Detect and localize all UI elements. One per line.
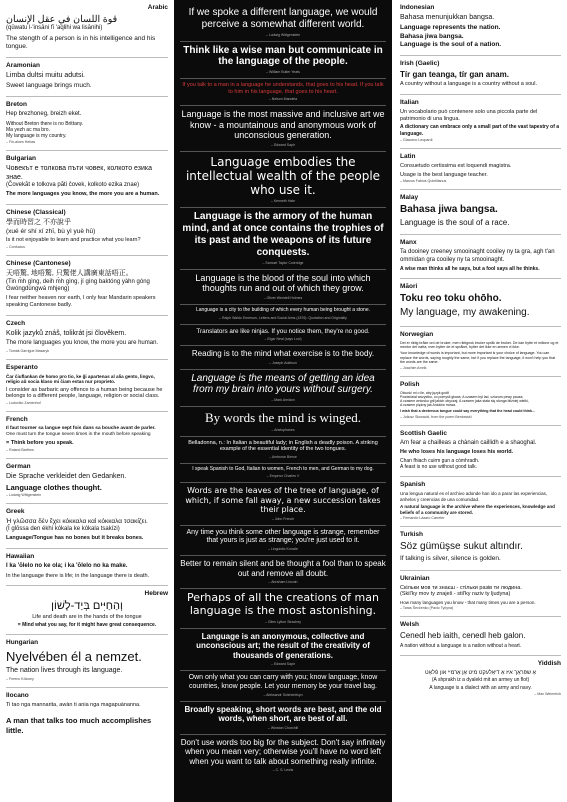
divider: [6, 548, 168, 549]
quote-attribution: – John French: [271, 516, 295, 521]
entry-welsh: [400, 621, 561, 649]
divider: [400, 326, 561, 327]
divider: [6, 458, 168, 459]
language-name: Breton: [6, 101, 27, 109]
language-name: Yiddish: [537, 660, 561, 668]
translation: The stength of a person is in his intelligence and his tongue.: [6, 34, 156, 50]
language-name: Bulgarian: [6, 155, 36, 163]
language-name: Ilocano: [6, 691, 29, 699]
attribution: – Confucius: [6, 245, 25, 250]
translation: I fear neither heaven nor earth, I only fear Mandarin speakers speaking Cantonese badly.: [6, 294, 156, 308]
divider: [400, 189, 561, 190]
native-text: Ti tao nga mannarita, awàn ti ania nga magapuánanna.: [6, 701, 141, 708]
divider: [6, 204, 168, 205]
native-text: Ἡ γλῶσσα δὲν ἔχει κόκκαλα καὶ κόκκαλα τσακίζει.: [6, 518, 148, 526]
entry-italian: [400, 99, 561, 142]
transliteration: (Skil'ky mov ty znaješ - stil'ky raziv ty ljudyna): [400, 591, 511, 598]
native-text: Bahasa jiwa bangsa.: [400, 204, 498, 216]
entry-indonesian: [400, 4, 561, 49]
divider: [6, 503, 168, 504]
translation: Language is the soul of a race.: [400, 218, 510, 228]
quote-attribution: – Samuel Taylor Coleridge: [262, 260, 304, 265]
translation: A man that talks too much accomplishes little.: [6, 716, 152, 735]
transliteration: (Ī glōssa den ékhi kókala ke kókala tsakízi): [6, 526, 120, 533]
quote-text: Own only what you can carry with you; know language, know countries, know people. Let your memory be your travel bag.: [188, 674, 378, 690]
quote-0: [180, 4, 386, 42]
divider: [400, 616, 561, 617]
attribution: – Taras Ševčenko (Pavlo Tyčyna): [400, 606, 454, 611]
quote-20: [180, 702, 386, 735]
transliteration: (Tin m̀h gìng, deih m̀h gìng, jí gìng baktóng yàhn góng Gwóngdùngwá mhjeng): [6, 278, 150, 292]
language-name: Welsh: [400, 621, 420, 629]
left-column: [0, 0, 174, 802]
quote-attribution: – Aristophanes: [271, 427, 295, 432]
native-text: قوة اللسان في عقل الإنسان: [6, 14, 118, 25]
quote-9: [180, 346, 386, 369]
transliteration: (qūwatu l-'insāni fī 'aqlihi wa lisānihi): [6, 25, 103, 32]
language-name: Manx: [400, 239, 417, 247]
translation: Sweet language brings much.: [6, 82, 92, 90]
translation: = Mind what you say, for it might have great consequence.: [17, 622, 157, 629]
quote-18: [180, 629, 386, 671]
translation: A nation without a language is a nation without a heart.: [400, 642, 522, 649]
quote-text: Translators are like ninjas. If you notice them, they're no good.: [196, 327, 370, 335]
quote-7: [180, 305, 386, 325]
translation: In the language there is life; in the language there is death.: [6, 572, 150, 579]
quote-10: [180, 370, 386, 408]
attribution: – Marcus Fabius Quintilianus: [400, 179, 447, 184]
quote-attribution: – Abraham Lincoln: [268, 580, 298, 585]
attribution: – Max Weinreich: [534, 692, 561, 697]
translation: Language/Tongue has no bones but it breaks bones.: [6, 535, 144, 542]
translation: A natural language is the archive where the experiences, knowledge and beliefs of a community are stored.: [400, 504, 555, 515]
entry-ilocano: [6, 692, 168, 735]
divider: [6, 634, 168, 635]
attribution: – Fin-aloes Hebas: [6, 140, 36, 145]
language-name: Chinese (Classical): [6, 209, 66, 217]
transliteration: (xué ér shí xí zhī, bù yì yuè hū): [6, 227, 96, 235]
native-text: Am fear a chailleas a chànain caillidh e a shaoghal.: [400, 439, 537, 446]
right-column: [392, 0, 567, 802]
native-text: Un vocabolario può contenere solo una piccola parte del patrimonio di una lingua.: [400, 109, 538, 122]
translation: Without Breton there is no Brittany. Ma yezh ac ma bro. My language is my country.: [6, 120, 84, 140]
language-name: Hungarian: [6, 639, 39, 647]
native-text: Tír gan teanga, tír gan anam.: [400, 69, 509, 79]
language-name: Spanish: [400, 481, 426, 489]
native-text: Скільки мов ти знаєш - стільки разів ти людина.: [400, 584, 522, 591]
attribution: – Juliusz Słowacki, from the poem Beniowski: [400, 414, 472, 419]
quote-attribution: – Emperor Charles V: [266, 474, 300, 479]
quote-13: [180, 464, 386, 484]
quote-attribution: – Giles Lytton Strachey: [264, 620, 302, 625]
translation: Is it not enjoyable to learn and practice what you learn?: [6, 237, 141, 244]
entry-maori: [400, 283, 561, 320]
quote-19: [180, 671, 386, 702]
divider: [400, 425, 561, 426]
entry-manx: [400, 239, 561, 272]
divider: [6, 96, 168, 97]
divider: [6, 255, 168, 256]
attribution: – Ludwig Wittgenstein: [6, 493, 42, 498]
transliteration: (A shprakh iz a dyalekt mit an armey un flot): [431, 676, 530, 683]
entry-turkish: [400, 531, 561, 563]
entry-chinese-classical: [6, 209, 168, 249]
translation: A dictionary can embrace only a small part of the vast tapestry of a language.: [400, 124, 560, 137]
attribution: – Roland Barthes: [6, 447, 34, 452]
quote-text: Language is an anonymous, collective and unconscious art; the result of the creativity of thousands of generations.: [196, 632, 370, 660]
divider: [400, 278, 561, 279]
quote-12: [180, 437, 386, 464]
quote-21: [180, 735, 386, 776]
entry-czech: [6, 320, 168, 353]
quote-attribution: – Aleksandr Solzhenitsyn: [263, 692, 303, 697]
language-name: Arabic: [147, 4, 168, 11]
quote-attribution: – Nelson Mandela: [268, 97, 298, 102]
divider: [400, 476, 561, 477]
native-text: אַ שפּראַך איז אַ דיאַלעקט מיט אַן אַרמיי און פֿלאָט: [425, 670, 536, 677]
native-text: Die Sprache verkleidet den Gedanken.: [6, 472, 127, 480]
attribution: – Ferenc Kölcsey: [6, 676, 34, 681]
quote-attribution: – Joseph Addison: [269, 360, 297, 365]
divider: [400, 148, 561, 149]
quote-14: [180, 483, 386, 525]
quote-text: Broadly speaking, short words are best, and the old words, when short, are best of all.: [184, 704, 382, 724]
quote-attribution: – Mark Amidon: [271, 398, 295, 403]
quote-attribution: – William Butler Yeats: [266, 70, 300, 75]
divider: [400, 55, 561, 56]
translation: My language, my awakening.: [400, 307, 530, 319]
quote-attribution: – C. S. Lewis: [272, 768, 294, 773]
entry-arabic: [6, 4, 168, 51]
quote-text: Language is a city to the building of which every human being brought a stone.: [195, 306, 370, 313]
entry-spanish: [400, 481, 561, 520]
divider: [6, 411, 168, 412]
native-text: Limba dultsi muitu adutsi.: [6, 71, 85, 79]
quote-text: Language is the blood of the soul into which thoughts run and out of which they grow.: [195, 272, 371, 294]
entry-hawaiian: [6, 553, 168, 579]
entry-aramonian: [6, 62, 168, 91]
divider: [6, 359, 168, 360]
quote-text: Language is the armory of the human mind, and at once contains the trophies of its past and the weapons of its future conquests.: [182, 211, 384, 258]
translation: How many languages you know - that many times you are a person.: [400, 599, 536, 605]
language-name: Polish: [400, 380, 420, 388]
quote-attribution: – Ambrose Bierce: [269, 454, 297, 459]
quote-text: Language is the means of getting an idea from my brain into yours without surgery.: [191, 372, 375, 396]
language-name: Chinese (Cantonese): [6, 260, 71, 268]
middle-column: [174, 0, 392, 802]
quote-text: Reading is to the mind what exercise is to the body.: [191, 349, 375, 359]
quote-3: [180, 106, 386, 152]
entry-hebrew: [6, 590, 168, 628]
native-text: Consuetudo certissima est loquendi magistra.: [400, 162, 512, 169]
language-name: French: [6, 416, 28, 424]
native-text: Ta dooiney creeney smooinaght cooiley ny ta gra, agh t'an ommidan gra cooiley ny ta smooinaght.: [400, 249, 555, 263]
translation: The more languages you know, the more you are a human.: [6, 191, 160, 198]
quote-4: [180, 152, 386, 208]
quote-text: Any time you think some other language is strange, remember that yours is just as strange; you're just used to it.: [186, 528, 380, 544]
translation: Usage is the best language teacher.: [400, 171, 488, 178]
second-proverb: Chan fhiach cuirm gun a còmhradh. A feast is no use without good talk.: [400, 457, 480, 471]
quote-text: Words are the leaves of the tree of language, of which, if some fall away, a new succession takes their place.: [185, 486, 381, 515]
translation: Your knowledge of words is important, but more important is your choice of language. You can replace the words, saying roughly the same, but if you replace the language, it won't help you that the words are the same.: [400, 351, 556, 365]
entry-ukrainian: [400, 575, 561, 611]
translation: The nation lives through its language.: [6, 667, 123, 675]
entry-scottish-gaelic: [400, 430, 561, 471]
entry-polish: [400, 381, 561, 419]
literal-translation: One must turn the tongue seven times in the mouth before speaking: [6, 432, 151, 438]
divider: [400, 526, 561, 527]
literal-translation: Life and death are in the hands of the tongue: [32, 613, 142, 620]
quote-text: By words the mind is winged.: [205, 410, 361, 426]
entry-latin: [400, 153, 561, 183]
quote-attribution: – Oliver Wendell Holmes: [263, 295, 303, 300]
language-name: Italian: [400, 99, 419, 107]
native-text: 學而時習之 不亦說乎: [6, 219, 71, 227]
language-name: Scottish Gaelic: [400, 429, 447, 437]
quote-text: Think like a wise man but communicate in the language of the people.: [183, 44, 383, 68]
quote-attribution: – Winston Churchill: [267, 725, 299, 730]
native-text: Ĉar ĉiuflankan de homo pro tio, ke ĝi apartenas al alia gento, lingvo, religio aŭ socia klaso mi ĉiam estas nur proprieto.: [6, 373, 155, 385]
quote-text: If you talk to a man in a language he understands, that goes to his head. If you talk to him in his language, that goes to his heart.: [182, 82, 384, 95]
translation: Language represents the nation. Bahasa jiwa bangsa. Language is the soul of a nation.: [400, 24, 502, 48]
divider: [6, 315, 168, 316]
native-text: Nyelvében él a nemzet.: [6, 649, 142, 665]
entry-hungarian: [6, 639, 168, 680]
quote-6: [180, 270, 386, 305]
divider: [400, 376, 561, 377]
language-name: Esperanto: [6, 363, 38, 371]
translation: He who loses his language loses his world.: [400, 449, 514, 456]
quote-text: Better to remain silent and be thought a fool than to speak out and remove all doubt.: [180, 559, 386, 578]
entry-yiddish: [400, 660, 561, 696]
quote-attribution: – Ludwig Wittgenstein: [265, 32, 301, 37]
divider: [400, 94, 561, 95]
native-text: Det er riktig bråke ord de bruker, men riktignok bruker språk de bruker. De kan bytte et milione og et mentor det nøtta, men bytter de et språket, bytter det ikke en ørmen vi ikke.: [400, 340, 559, 349]
entry-irish: [400, 60, 561, 88]
quote-attribution: – Elgar Neal (says Loci): [264, 337, 302, 342]
language-name: German: [6, 462, 31, 470]
quote-attribution: – Ralph Waldo Emerson, Letters and Social Aims (1876): Quotation and Originality: [219, 315, 347, 320]
quote-text: Belladonna, n.: In Italian a beautiful lady; in English a deadly poison. A striking example of the essential identity of the two tongues.: [188, 439, 378, 453]
translation: A wise man thinks all he says, but a fool says all he thinks.: [400, 265, 540, 272]
attribution: – Ludoviko Zamenhof: [6, 401, 41, 406]
quote-16: [180, 556, 386, 589]
divider: [6, 57, 168, 58]
quote-1: [180, 42, 386, 80]
quote-2: [180, 79, 386, 106]
quote-17: [180, 589, 386, 629]
divider: [6, 687, 168, 688]
quote-text: Don't use words too big for the subject. Don't say infinitely when you mean very; otherwise you'll have no word left when you want to talk about something really infinite.: [180, 737, 386, 766]
language-name: Hawaiian: [6, 553, 35, 561]
quote-8: [180, 325, 386, 346]
native-text: Il faut tourner sa langue sept fois dans sa bouche avant de parler.: [6, 426, 156, 432]
attribution: – Giacomo Leopardi: [400, 137, 433, 142]
native-text: I ka 'ōlelo no ke ola; i ka 'ōlelo no ka make.: [6, 563, 128, 570]
native-text: Una lengua natural es el archivo adonde han ido a parar las experiencias, anhelos y creencias de una comunidad.: [400, 491, 548, 502]
quote-text: I speak Spanish to God, Italian to women, French to men, and German to my dog.: [192, 465, 374, 472]
language-name: Indonesian: [400, 4, 435, 11]
language-name: Ukrainian: [400, 574, 430, 582]
entry-esperanto: [6, 364, 168, 406]
entry-french: [6, 416, 168, 451]
native-text: Cenedl heb iaith, cenedl heb galon.: [400, 631, 526, 641]
translation: I consider as barbaric any offence to a human being because he belongs to a different people, language, religion or social class.: [6, 386, 163, 400]
divider: [400, 570, 561, 571]
quote-attribution: – Linguistic Knowle: [268, 547, 298, 552]
quote-5: [180, 208, 386, 269]
language-name: Aramonian: [6, 61, 40, 69]
native-text: Obcość mi o ile, aby język godił Powiedział wszystko, co pomyśli głowa; A czasem był lad, cziurum pewy pauza; A czasem wniosku grił jakich obyczaj; A czasem jaka stała się słonga bliżniej wielki, A czasem piękny jak Aniołów mowa.: [400, 390, 529, 408]
translation: A language is a dialect with an army and navy.: [429, 684, 532, 691]
entry-chinese-cantonese: [6, 260, 168, 309]
language-name: Latin: [400, 152, 416, 160]
attribution: – Joachim Amrik: [400, 365, 427, 370]
language-name: Hebrew: [144, 590, 168, 598]
quote-attribution: – Kenneth Hale: [270, 199, 296, 204]
entry-malay: [400, 194, 561, 228]
translation: The more languages you know, the more you are human.: [6, 340, 159, 347]
language-name: Greek: [6, 508, 25, 516]
divider: [400, 234, 561, 235]
quote-15: [180, 526, 386, 557]
native-text: 天唔驚, 地唔驚, 只驚佬人講廣東話唔正。: [6, 270, 133, 278]
translation: If talking is silver, silence is golden.: [400, 555, 501, 563]
entry-breton: [6, 101, 168, 144]
divider: [6, 150, 168, 151]
native-text: Söz gümüşse sukut altındır.: [400, 541, 523, 553]
quote-attribution: – Edward Sapir: [271, 142, 295, 147]
native-text: Toku reo toku ohōho.: [400, 293, 502, 305]
quote-text: Perhaps of all the creations of man language is the most astonishing.: [187, 591, 379, 618]
divider: [6, 585, 168, 586]
entry-german: [6, 463, 168, 498]
attribution: – Tomáš Garrigue Masaryk: [6, 348, 50, 353]
native-text: Bahasa menunjukkan bangsa.: [400, 14, 495, 21]
quote-text: Language embodies the intellectual wealth of the people who use it.: [185, 154, 381, 198]
native-text: Hep brezhoneg, breizh eket.: [6, 111, 82, 118]
language-name: Malay: [400, 194, 419, 202]
native-text: Човекът е толкова пъти човек, колкото езика знае.: [6, 165, 153, 181]
language-name: Turkish: [400, 531, 423, 539]
native-text: וְהַחַיִּים בְּיַד-לָשׁוֹן: [51, 600, 123, 613]
language-name: Māori: [400, 283, 418, 291]
translation: A country without a language is a country without a soul.: [400, 81, 537, 88]
native-text: Kolik jazyků znáš, tolikrát jsi člověkem.: [6, 329, 127, 337]
translation: Language clothes thought.: [6, 483, 102, 493]
quote-text: If we spoke a different language, we would perceive a somewhat different world.: [188, 7, 378, 30]
translation: I wish that a dexterous tongue could say everything that the head could think...: [400, 409, 535, 414]
language-name: Norwegian: [400, 330, 434, 338]
entry-bulgarian: [6, 155, 168, 198]
language-name: Irish (Gaelic): [400, 59, 440, 67]
entry-norwegian: [400, 331, 561, 370]
translation: = Think before you speak.: [6, 439, 74, 446]
attribution: – Fernando Lázaro Carreter: [400, 516, 445, 521]
transliteration: (Čovekăt e tolkova păti čovek, kolkoto ezika znae): [6, 182, 140, 189]
quote-text: Language is the most massive and inclusive art we know - a mountainous and anonymous work of unconscious generation.: [181, 109, 385, 141]
language-name: Czech: [6, 319, 26, 327]
divider: [400, 655, 561, 656]
entry-greek: [6, 508, 168, 542]
quote-11: [180, 407, 386, 436]
quote-attribution: – Edward Sapir: [271, 662, 295, 667]
